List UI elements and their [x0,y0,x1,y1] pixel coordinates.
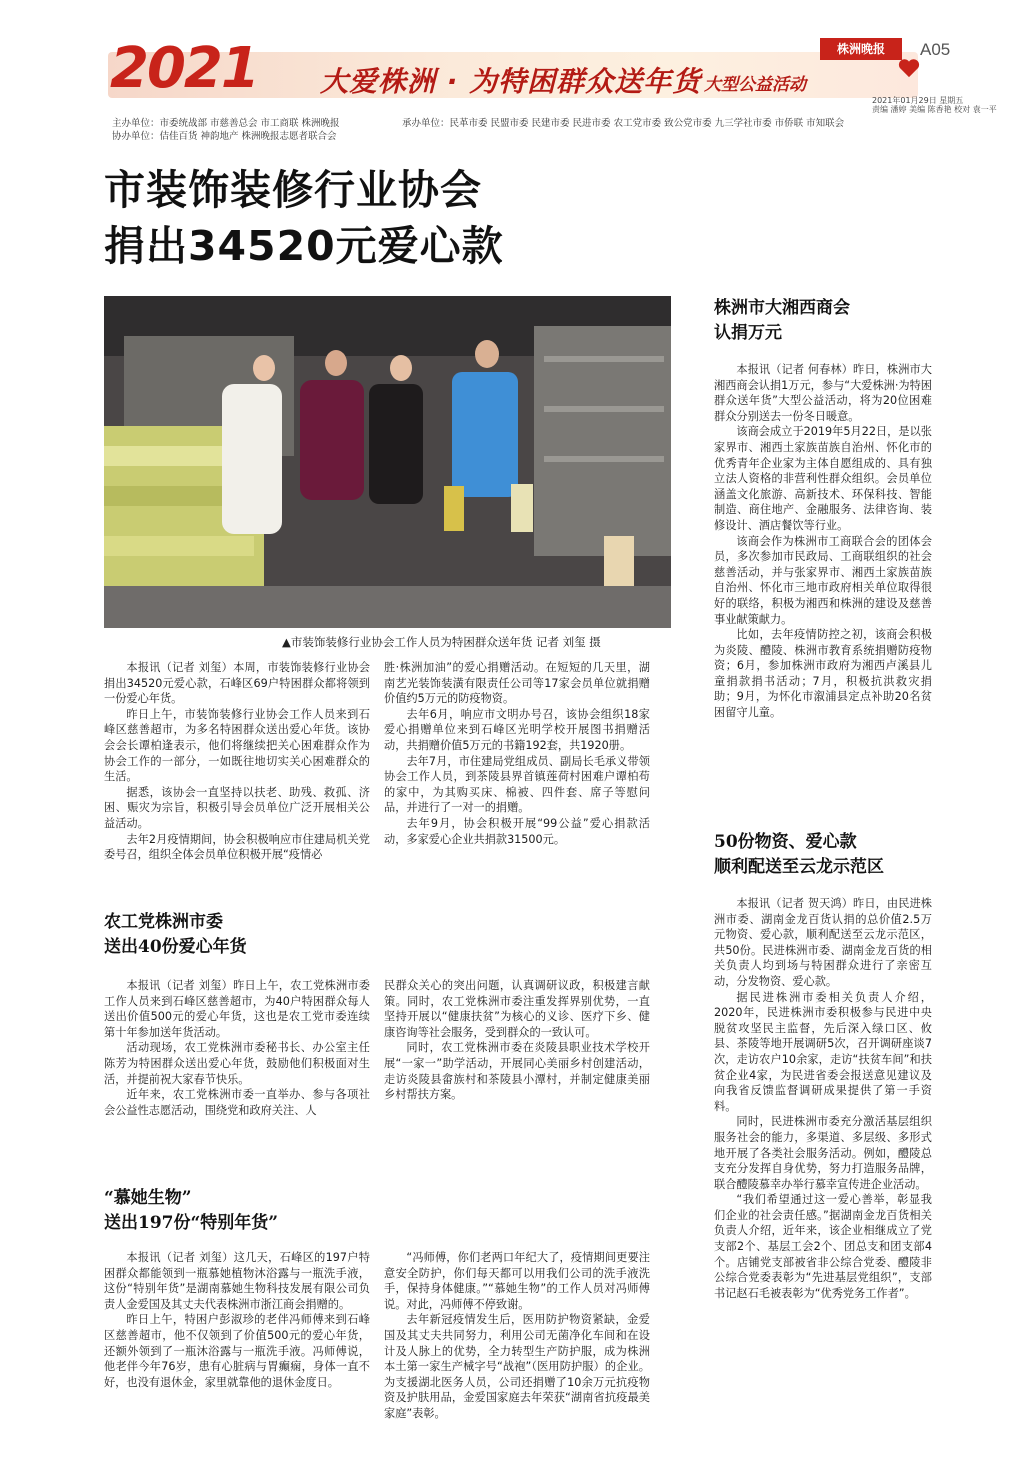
side1-body [714,362,932,721]
main-article-col2 [384,660,650,847]
paragraph: 去年新冠疫情发生后，医用防护物资紧缺，金爱国及其丈夫共同努力，利用公司无菌净化车间和在设计及人脉上的优势，全力转型生产防护服，成为株洲本土第一家生产械字号“战袍”（医用防护服）的企业。为支援湖北医务人员，公司还捐赠了10余万元抗疫物资及护肤用品，金爱国家庭去年荣获“湖南省抗疫最美家庭”表彰。 [384,1313,650,1420]
banner-year: 2021 [110,36,258,101]
side2-headline [714,830,934,880]
side2-body [714,896,932,1301]
paragraph: 本报讯（记者 刘玺）这几天，石峰区的197户特困群众都能领到一瓶慕她植物沐浴露与一瓶洗手液，这份“特别年货”是湖南慕她生物科技发展有限公司负责人金爱国及其丈夫代表株洲市浙江商会捐赠的。 [104,1251,370,1311]
main-headline-line2: 捐出34520元爱心款 [104,222,504,270]
paragraph: 同时，农工党株洲市委在炎陵县职业技术学校开展“一家一”助学活动，开展同心美丽乡村创建活动，走访炎陵县畲族村和茶陵县小潭村，并制定健康美丽乡村帮扶方案。 [384,1041,650,1102]
paragraph: 去年6月，响应市文明办号召，该协会组织18家爱心捐赠单位来到石峰区光明学校开展图书捐赠活动，共捐赠价值5万元的书籍192套，共1920册。 [384,707,650,752]
heart-icon [898,58,920,78]
side2-headline-line1: 50份物资、爱心款 [714,832,857,852]
side1-headline-line1: 株洲市大湘西商会 [714,298,850,318]
article2-col1 [104,978,370,1118]
main-headline [104,162,504,274]
date-line: 2021年01月29日 星期五 [872,96,964,105]
page-number: A05 [920,40,951,59]
banner-title: 大爱株洲 · 为特困群众送年货 [320,65,702,98]
paragraph: “我们希望通过这一爱心善举，彰显我们企业的社会责任感。”据湖南金龙百货相关负责人介绍，近年来，该企业相继成立了党支部2个、基层工会2个、团总支和团支部4个。店铺党支部被省非公综合党委、醴陵非公综合党委表彰为“先进基层党组织”，支部书记赵石毛被表彰为“优秀党务工作者”。 [714,1193,932,1300]
paragraph: 去年9月，协会积极开展“99公益”爱心捐款活动，多家爱心企业共捐款31500元。 [384,816,650,846]
main-headline-line1: 市装饰装修行业协会 [104,166,482,214]
paragraph: 同时，民进株洲市委充分激活基层组织服务社会的能力，多渠道、多层级、多形式地开展了各类社会服务活动。例如，醴陵总支充分发挥自身优势，努力打造服务品牌，联合醴陵慕幸办举行慕幸宣传进企业活动。 [714,1115,932,1191]
paragraph: 活动现场，农工党株洲市委秘书长、办公室主任陈芳为特困群众送出爱心年货，鼓励他们积极面对生活，并提前祝大家春节快乐。 [104,1041,370,1086]
article3-col1 [104,1250,370,1390]
article2-col2 [384,978,650,1103]
paragraph: 本报讯（记者 刘玺）昨日上午，农工党株洲市委工作人员来到石峰区慈善超市，为40户特困群众每人送出价值500元的爱心年货，这也是农工党市委连续第十年参加送年货活动。 [104,979,370,1039]
paragraph: 比如，去年疫情防控之初，该商会积极为炎陵、醴陵、株洲市教育系统捐赠防疫物资；6月，参加株洲市政府为湘西卢溪县儿童捐款捐书活动；7月，积极抗洪救灾捐助；9月，为怀化市溆浦县定点补助20名贫困留守儿童。 [714,628,932,720]
side1-headline-line2: 认捐万元 [714,323,782,343]
newspaper-logo: 株洲晚报 [820,38,902,60]
article3-headline-line2: 送出197份“特别年货” [104,1213,279,1233]
paragraph: 近年来，农工党株洲市委一直举办、参与各项社会公益性志愿活动，围绕党和政府关注、人 [104,1088,370,1117]
paragraph: 该商会作为株洲市工商联合会的团体会员，多次参加市民政局、工商联组织的社会慈善活动，并与张家界市、湘西土家族苗族自治州、怀化市三地市政府相关单位取得很好的联络，积极为湘西和株洲的建设及慈善事业献策献力。 [714,534,932,626]
article2-headline [104,910,604,960]
editor-line: 责编 潘婷 美编 陈香艳 校对 袁一平 [872,105,997,114]
side2-headline-line2: 顺利配送至云龙示范区 [714,857,884,877]
sponsor-line-organizer: 承办单位：民革市委 民盟市委 民建市委 民进市委 农工党市委 致公党市委 九三学社市委 市侨联 市知联会 [402,118,845,129]
sponsor-line-coorganizer: 协办单位：佶佳百货 神韵地产 株洲晚报志愿者联合会 [112,131,337,142]
photo-caption: ▲市装饰装修行业协会工作人员为特困群众送年货 记者 刘玺 摄 [282,635,601,649]
paragraph: 据民进株洲市委相关负责人介绍，2020年，民进株洲市委积极参与民进中央脱贫攻坚民主监督，先后深入绿口区、攸县、茶陵等地开展调研5次，召开调研座谈7次，走访农户10余家，走访“扶贫车间”和扶贫企业4家，为民进省委会报送意见建议及向我省反馈监督调研成果提供了第一手资料。 [714,990,932,1113]
article2-headline-line2: 送出40份爱心年货 [104,937,247,957]
article3-headline [104,1186,604,1236]
paragraph: 据悉，该协会一直坚持以扶老、助残、救孤、济困、赈灾为宗旨，积极引导会员单位广泛开展相关公益活动。 [104,785,370,830]
paragraph: 昨日上午，市装饰装修行业协会工作人员来到石峰区慈善超市，为多名特困群众送出爱心年货。该协会会长谭柏逢表示，他们将继续把关心困难群众作为协会工作的一部分，一如既往地切实关心困难群众的生活。 [104,707,370,784]
paragraph: 民群众关心的突出问题，认真调研议政，积极建言献策。同时，农工党株洲市委注重发挥界别优势，一直坚持开展以“健康扶贫”为核心的义诊、医疗下乡、健康咨询等社会服务，受到群众的一致认可。 [384,979,650,1039]
paragraph: 本报讯（记者 刘玺）本周，市装饰装修行业协会捐出34520元爱心款，石峰区69户特困群众都将领到一份爱心年货。 [104,661,370,706]
paragraph: 胜·株洲加油”的爱心捐赠活动。在短短的几天里，湖南艺光装饰装潢有限责任公司等17家会员单位就捐赠价值约5万元的防疫物资。 [384,661,650,706]
banner-subtitle: 大型公益活动 [704,75,806,95]
paragraph: 去年7月，市住建局党组成员、副局长毛承义带领协会工作人员，到茶陵县界首镇莲荷村困难户谭柏苟的家中，为其购买床、棉被、四件套、席子等慰问品，并进行了一对一的捐赠。 [384,754,650,815]
paragraph: 本报讯（记者 贺天鸿）昨日，由民进株洲市委、湖南金龙百货认捐的总价值2.5万元物资、爱心款，顺利配送至云龙示范区，共50份。民进株洲市委、湖南金龙百货的相关负责人均到场与特困群众进行了亲密互动，分发物资、爱心款。 [714,897,932,988]
article3-headline-line1: “慕她生物” [104,1188,192,1208]
paragraph: 昨日上午，特困户彭淑珍的老伴冯师傅来到石峰区慈善超市，他不仅领到了价值500元的爱心年货，还额外领到了一瓶沐浴露与一瓶洗手液。冯师傅说，他老伴今年76岁，患有心脏病与胃癫痫，身体一直不好，也没有退休金，家里就靠他的退休金度日。 [104,1313,370,1389]
side1-headline [714,296,934,346]
paragraph: 本报讯（记者 何春林）昨日，株洲市大湘西商会认捐1万元，参与“大爱株洲·为特困群众送年货”大型公益活动，将为20位困难群众分别送去一份冬日暖意。 [714,363,932,423]
article2-headline-line1: 农工党株洲市委 [104,912,223,932]
sponsor-line-host: 主办单位：市委统战部 市慈善总会 市工商联 株洲晚报 [112,118,340,129]
news-photo [104,296,671,628]
paragraph: “冯师傅，你们老两口年纪大了，疫情期间更要注意安全防护，你们每天都可以用我们公司的洗手液洗手，保持身体健康。”“慕她生物”的工作人员对冯师傅说。对此，冯师傅不停致谢。 [384,1251,650,1311]
main-article-col1 [104,660,370,863]
article3-col2 [384,1250,650,1422]
paragraph: 该商会成立于2019年5月22日，是以张家界市、湘西土家族苗族自治州、怀化市的优秀青年企业家为主体自愿组成的、具有独立法人资格的非营利性群众组织。会员单位涵盖文化旅游、高新技术、环保科技、智能制造、商住地产、金融服务、法律咨询、装修设计、酒店餐饮等行业。 [714,425,932,532]
paragraph: 去年2月疫情期间，协会积极响应市住建局机关党委号召，组织全体会员单位积极开展“疫情必 [104,832,370,862]
